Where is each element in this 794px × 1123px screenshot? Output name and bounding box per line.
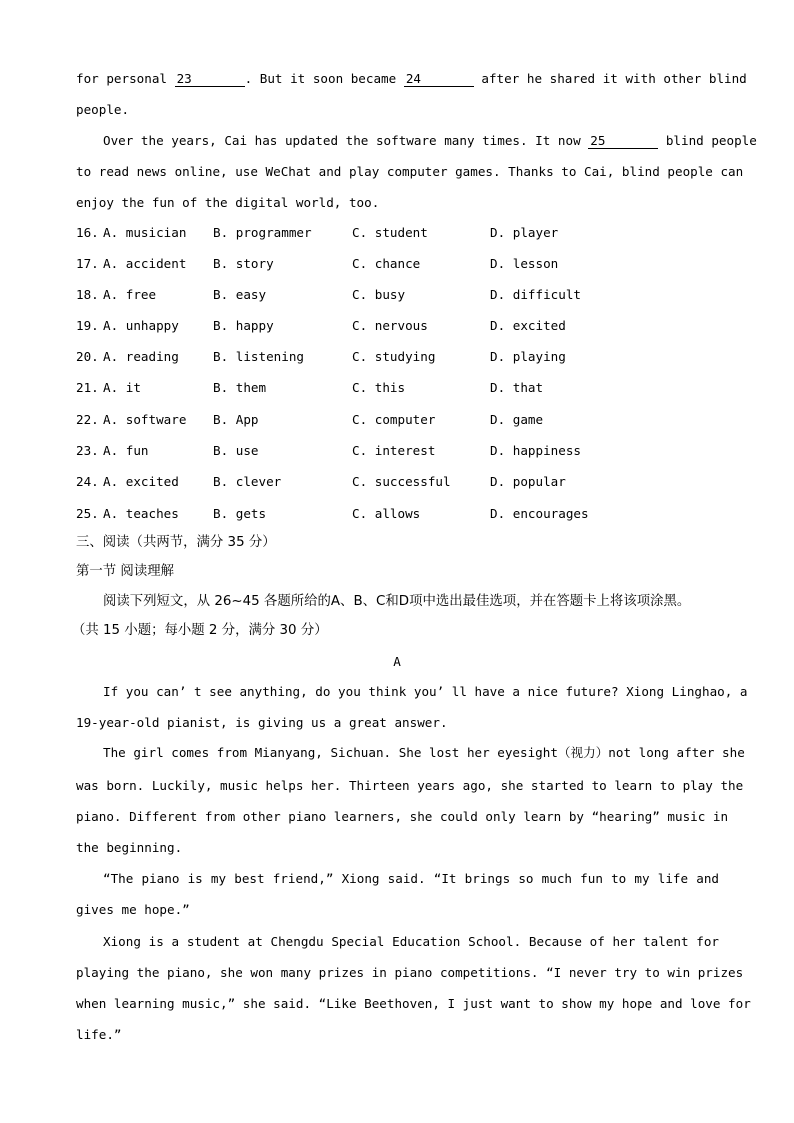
option-d: D. encourages (490, 506, 589, 521)
question-number: 24. (76, 474, 99, 489)
option-c: C. computer (352, 412, 436, 427)
option-b: B. them (213, 380, 267, 395)
blank-25: 25 (588, 134, 658, 149)
question-number: 22. (76, 412, 99, 427)
passage-line: If you can’ t see anything, do you think you’ ll have a nice future? Xiong Linghao, a (103, 684, 748, 699)
option-a: A. excited (103, 474, 179, 489)
section-instruction: （共 15 小题；每小题 2 分，满分 30 分） (72, 623, 328, 638)
option-c: C. successful (352, 474, 451, 489)
option-d: D. difficult (490, 287, 581, 302)
option-a: A. musician (103, 225, 187, 240)
passage-line: to read news online, use WeChat and play computer games. Thanks to Cai, blind people can (76, 164, 744, 179)
option-d: D. game (490, 412, 544, 427)
option-c: C. chance (352, 256, 421, 271)
blank-24: 24 (404, 72, 474, 87)
option-c: C. allows (352, 506, 421, 521)
question-number: 23. (76, 443, 99, 458)
passage-line: when learning music,” she said. “Like Beethoven, I just want to show my hope and love for (76, 996, 751, 1011)
option-d: D. playing (490, 349, 566, 364)
option-c: C. busy (352, 287, 406, 302)
option-b: B. gets (213, 506, 267, 521)
option-d: D. player (490, 225, 559, 240)
option-a: A. teaches (103, 506, 179, 521)
option-d: D. excited (490, 318, 566, 333)
option-d: D. lesson (490, 256, 559, 271)
option-a: A. fun (103, 443, 149, 458)
question-number: 20. (76, 349, 99, 364)
option-a: A. accident (103, 256, 187, 271)
passage-line: people. (76, 102, 130, 117)
passage-line: Xiong is a student at Chengdu Special Education School. Because of her talent for (103, 934, 719, 949)
option-a: A. reading (103, 349, 179, 364)
section-subheading: 第一节 阅读理解 (76, 564, 174, 579)
blank-23: 23 (175, 72, 245, 87)
option-a: A. unhappy (103, 318, 179, 333)
option-a: A. software (103, 412, 187, 427)
option-b: B. easy (213, 287, 267, 302)
passage-label: A (393, 654, 401, 669)
passage-line: the beginning. (76, 840, 183, 855)
question-number: 18. (76, 287, 99, 302)
passage-line: The girl comes from Mianyang, Sichuan. She lost her eyesight（视力）not long after she (103, 745, 745, 760)
question-number: 16. (76, 225, 99, 240)
section-instruction: 阅读下列短文，从 26~45 各题所给的A、B、C和D项中选出最佳选项，并在答题卡上将该项涂黑。 (103, 594, 691, 609)
option-b: B. use (213, 443, 259, 458)
option-c: C. student (352, 225, 428, 240)
passage-line: Over the years, Cai has updated the software many times. It now 25 blind people (103, 133, 757, 148)
option-a: A. free (103, 287, 157, 302)
option-b: B. happy (213, 318, 274, 333)
passage-line: “The piano is my best friend,” Xiong said. “It brings so much fun to my life and (103, 871, 719, 886)
option-d: D. happiness (490, 443, 581, 458)
option-b: B. story (213, 256, 274, 271)
option-c: C. interest (352, 443, 436, 458)
option-b: B. programmer (213, 225, 312, 240)
option-c: C. studying (352, 349, 436, 364)
question-number: 19. (76, 318, 99, 333)
passage-line: life.” (76, 1027, 122, 1042)
passage-line: playing the piano, she won many prizes in piano competitions. “I never try to win prizes (76, 965, 744, 980)
option-d: D. that (490, 380, 544, 395)
section-heading: 三、阅读（共两节，满分 35 分） (76, 535, 276, 550)
option-b: B. clever (213, 474, 282, 489)
passage-line: gives me hope.” (76, 902, 190, 917)
passage-line: for personal 23 . But it soon became 24 after he shared it with other blind (76, 71, 747, 86)
passage-line: enjoy the fun of the digital world, too. (76, 195, 380, 210)
option-b: B. listening (213, 349, 304, 364)
option-a: A. it (103, 380, 141, 395)
passage-line: piano. Different from other piano learners, she could only learn by “hearing” music in (76, 809, 729, 824)
passage-line: was born. Luckily, music helps her. Thirteen years ago, she started to learn to play the (76, 778, 744, 793)
question-number: 17. (76, 256, 99, 271)
question-number: 21. (76, 380, 99, 395)
option-d: D. popular (490, 474, 566, 489)
option-c: C. this (352, 380, 406, 395)
option-b: B. App (213, 412, 259, 427)
passage-line: 19-year-old pianist, is giving us a great answer. (76, 715, 448, 730)
option-c: C. nervous (352, 318, 428, 333)
question-number: 25. (76, 506, 99, 521)
